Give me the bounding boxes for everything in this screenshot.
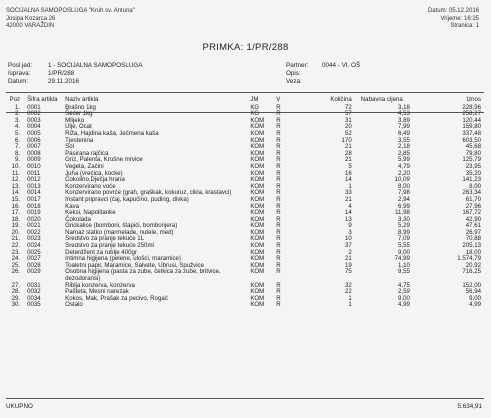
cell-poz: 3. — [14, 116, 21, 124]
meta-right — [286, 62, 360, 85]
cell-iznos: 23,95 — [465, 162, 481, 170]
cell-naziv: Sredstvo za pranje tekuće 250ml — [65, 242, 154, 250]
cell-kolicina: 1 — [348, 182, 352, 190]
cell-kolicina: 19 — [344, 261, 352, 269]
cell-sifra: 0001 — [27, 103, 41, 111]
cell-naziv: Instant pripravci (čaj, kapučino, puding, divka) — [65, 195, 189, 203]
cell-jm: KG — [250, 103, 260, 111]
cell-iznos: 20,92 — [465, 261, 481, 269]
cell-sifra: 0035 — [27, 301, 41, 309]
cell-poz: 11. — [12, 169, 21, 177]
table-row — [6, 138, 482, 145]
posljed-value: 1 - SOCIJALNA SAMOPOSLUGA — [48, 62, 143, 69]
cell-poz: 6. — [14, 136, 21, 144]
datum-label: Datum: — [8, 77, 29, 85]
cell-kolicina: 4 — [348, 202, 352, 210]
cell-sifra: 0009 — [27, 156, 41, 164]
cell-iznos: 603,50 — [462, 136, 481, 144]
cell-nabavna: 11,98 — [395, 209, 410, 217]
cell-naziv: Ostalo — [65, 301, 83, 309]
cell-naziv: Grickalice (bomboni, štapići, bombonjera) — [65, 222, 178, 230]
cell-jm: KOM — [250, 195, 265, 203]
cell-jm: KOM — [250, 162, 265, 170]
cell-naziv: Čokolada — [65, 215, 91, 223]
cell-nabavna: 7,98 — [397, 189, 410, 197]
cell-iznos: 70,88 — [465, 235, 481, 243]
veza-label: Veza: — [286, 77, 302, 85]
cell-nabavna: 6,99 — [397, 202, 410, 210]
cell-iznos: 125,79 — [462, 156, 481, 164]
isprava-label: Isprava: — [8, 69, 31, 77]
cell-kolicina: 13 — [344, 215, 352, 223]
cell-v: R — [276, 156, 281, 164]
cell-v: R — [276, 202, 281, 210]
cell-nabavna: 3,55 — [397, 136, 410, 144]
cell-v: R — [276, 255, 281, 263]
col-naziv: Naziv artikla — [65, 96, 99, 103]
cell-naziv: Toaletni papir, Maramice, Salvete, Ubrusi, Spužvice — [65, 261, 204, 269]
cell-jm: KOM — [250, 116, 265, 124]
cell-v: R — [276, 301, 281, 309]
cell-poz: 8. — [14, 149, 21, 157]
cell-jm: KOM — [250, 176, 265, 184]
cell-v: R — [276, 149, 281, 157]
cell-sifra: 0020 — [27, 215, 41, 223]
page-number: Stranica: 1 — [450, 23, 479, 29]
cell-naziv: Pašteta, Mesni narezak — [65, 288, 129, 296]
cell-jm: KOM — [250, 228, 265, 236]
cell-v: R — [276, 235, 281, 243]
cell-nabavna: 3,89 — [397, 116, 410, 124]
cell-poz: 16. — [11, 202, 21, 210]
cell-jm: KOM — [250, 294, 265, 302]
items-table — [6, 97, 482, 309]
cell-sifra: 0022 — [27, 228, 41, 236]
cell-sifra: 0013 — [27, 182, 41, 190]
cell-poz: 28. — [11, 288, 21, 296]
cell-sifra: 0014 — [27, 189, 41, 197]
cell-iznos: 47,61 — [465, 222, 481, 230]
cell-iznos: 152,00 — [462, 281, 481, 289]
cell-nabavna: 5,55 — [397, 242, 410, 250]
cell-sifra: 0010 — [27, 162, 41, 170]
cell-iznos: 79,80 — [465, 149, 481, 157]
table-row — [6, 302, 482, 309]
cell-iznos: 42,90 — [465, 215, 481, 223]
cell-nabavna: 4,53 — [397, 110, 410, 118]
cell-iznos: 159,80 — [462, 123, 481, 131]
cell-naziv: Sredstvo za pranje tekuće 1L — [65, 235, 145, 243]
cell-sifra: 0004 — [27, 123, 41, 131]
cell-v: R — [276, 242, 281, 250]
cell-nabavna: 4,99 — [397, 301, 410, 309]
cell-sifra: 0025 — [27, 248, 41, 256]
cell-v: R — [276, 136, 281, 144]
cell-jm: KOM — [250, 123, 265, 131]
company-address: Josipa Kozarca 26 — [6, 15, 56, 22]
cell-sifra: 0027 — [27, 255, 41, 263]
cell-iznos: 141,23 — [462, 176, 481, 184]
cell-jm: KOM — [250, 215, 265, 223]
cell-nabavna: 5,99 — [397, 156, 410, 164]
cell-kolicina: 3 — [348, 228, 352, 236]
cell-iznos: 205,13 — [462, 242, 481, 250]
cell-v: R — [276, 294, 281, 302]
cell-naziv: Keksi, Napolitanke — [65, 209, 116, 217]
cell-jm: KOM — [250, 288, 265, 296]
cell-sifra: 0029 — [27, 268, 41, 276]
cell-poz: 12. — [11, 176, 21, 184]
cell-nabavna: 1,10 — [397, 261, 410, 269]
cell-poz: 10. — [11, 162, 21, 170]
cell-kolicina: 5 — [348, 162, 352, 170]
cell-sifra: 0021 — [27, 222, 41, 230]
cell-poz: 7. — [14, 143, 21, 151]
cell-kolicina: 2 — [348, 248, 352, 256]
cell-sifra: 0005 — [27, 129, 41, 137]
cell-naziv: Tjestenina — [65, 136, 94, 144]
cell-nabavna: 10,09 — [394, 176, 410, 184]
cell-sifra: 0018 — [27, 202, 41, 210]
cell-kolicina: 16 — [344, 169, 352, 177]
cell-nabavna: 8,99 — [397, 228, 410, 236]
cell-naziv: Konzervirano voće — [65, 182, 116, 190]
document-title: PRIMKA: 1/PR/288 — [202, 42, 289, 53]
company-name: SOCIJALNA SAMOPOSLUGA "Kruh sv. Antuna" — [6, 8, 135, 14]
cell-naziv: Mlijeko — [65, 116, 85, 124]
cell-v: R — [276, 222, 281, 230]
cell-iznos: 9,00 — [469, 294, 481, 302]
cell-sifra: 0019 — [27, 209, 41, 217]
cell-iznos: 258,27 — [462, 110, 481, 118]
cell-nabavna: 8,00 — [397, 182, 410, 190]
cell-poz: 20. — [11, 228, 21, 236]
cell-v: R — [276, 189, 281, 197]
cell-sifra: 0003 — [27, 116, 41, 124]
cell-nabavna: 7,09 — [397, 235, 410, 243]
cell-kolicina: 21 — [344, 156, 352, 164]
cell-poz: 18. — [11, 215, 21, 223]
isprava-value: 1/PR/288 — [48, 69, 75, 77]
cell-sifra: 0023 — [27, 235, 41, 243]
cell-jm: KOM — [250, 209, 265, 217]
cell-jm: KOM — [250, 242, 265, 250]
cell-jm: KOM — [250, 268, 265, 276]
cell-iznos: 8,00 — [469, 182, 481, 190]
cell-v: R — [276, 268, 281, 276]
cell-poz: 9. — [14, 156, 21, 164]
cell-jm: KOM — [250, 189, 265, 197]
partner-value: 0044 - VI. OŠ — [322, 62, 361, 69]
table-row — [6, 269, 482, 282]
col-v: V — [276, 96, 281, 103]
posljed-label: Posl.jed: — [8, 62, 33, 69]
cell-kolicina: 72 — [344, 103, 352, 111]
cell-nabavna: 3,30 — [397, 215, 410, 223]
cell-jm: KOM — [250, 182, 265, 190]
table-body — [6, 105, 482, 309]
cell-iznos: 4,99 — [469, 301, 481, 309]
cell-sifra: 0031 — [27, 281, 41, 289]
cell-jm: KG — [250, 110, 260, 118]
cell-sifra: 0002 — [27, 110, 41, 118]
cell-iznos: 120,44 — [462, 116, 481, 124]
cell-kolicina: 14 — [344, 176, 352, 184]
cell-jm: KOM — [250, 301, 265, 309]
cell-kolicina: 9 — [348, 222, 352, 230]
cell-poz: 1. — [14, 103, 21, 111]
cell-v: R — [276, 103, 281, 111]
cell-kolicina: 21 — [344, 195, 352, 203]
col-kolicina: Količina — [330, 96, 352, 103]
cell-nabavna: 4,79 — [397, 162, 410, 170]
cell-poz: 26. — [11, 268, 21, 276]
cell-poz: 25. — [11, 261, 21, 269]
cell-sifra: 0032 — [27, 288, 41, 296]
cell-v: R — [276, 195, 281, 203]
cell-iznos: 26,97 — [465, 228, 481, 236]
cell-kolicina: 33 — [344, 189, 352, 197]
cell-jm: KOM — [250, 261, 265, 269]
cell-nabavna: 2,85 — [397, 149, 410, 157]
cell-naziv: Deterdžent za rublje 400gr — [65, 248, 137, 256]
cell-naziv: Konzervirano povrće (grah, graškak, kokuruz, cikla, krastavci) — [65, 189, 232, 197]
cell-nabavna: 9,00 — [397, 248, 410, 256]
cell-naziv: Osobna higijena (pasta za zube, četkica za zube, britvice, dezodoransi) — [65, 268, 221, 283]
cell-nabavna: 9,55 — [397, 268, 410, 276]
cell-v: R — [276, 116, 281, 124]
print-info — [428, 8, 479, 31]
cell-poz: 30. — [11, 301, 21, 309]
cell-sifra: 0011 — [27, 169, 41, 177]
cell-poz: 27. — [11, 281, 21, 289]
cell-jm: KOM — [250, 281, 265, 289]
col-nabavna: Nabavna cijena — [360, 96, 403, 103]
footer-divider — [6, 398, 484, 399]
total-row — [6, 403, 482, 410]
cell-iznos: 716,25 — [462, 268, 481, 276]
cell-kolicina: 37 — [344, 242, 352, 250]
meta-left — [8, 62, 248, 85]
cell-jm: KOM — [250, 222, 265, 230]
cell-nabavna: 5,29 — [397, 222, 410, 230]
cell-iznos: 27,96 — [465, 202, 481, 210]
cell-poz: 21. — [11, 235, 21, 243]
cell-jm: KOM — [250, 156, 265, 164]
cell-v: R — [276, 209, 281, 217]
cell-iznos: 337,48 — [462, 129, 481, 137]
cell-v: R — [276, 129, 281, 137]
cell-nabavna: 6,49 — [397, 129, 410, 137]
cell-naziv: Brašno 1kg — [65, 103, 96, 111]
cell-jm: KOM — [250, 255, 265, 263]
cell-naziv: Riblja konzerva, konzerva — [65, 281, 135, 289]
cell-naziv: Namaz slatko (marmelade, nutele, med) — [65, 228, 174, 236]
cell-naziv: Sol — [65, 143, 74, 151]
cell-kolicina: 20 — [344, 123, 352, 131]
cell-poz: 2. — [14, 110, 21, 118]
cell-v: R — [276, 288, 281, 296]
cell-naziv: Vegeta, Začini — [65, 162, 104, 170]
cell-nabavna: 7,99 — [397, 123, 410, 131]
cell-iznos: 228,96 — [462, 103, 481, 111]
cell-poz: 24. — [11, 255, 21, 263]
cell-kolicina: 75 — [344, 268, 352, 276]
cell-sifra: 0017 — [27, 195, 41, 203]
cell-sifra: 0006 — [27, 136, 41, 144]
company-city: 42000 VARAŽDIN — [6, 23, 55, 29]
cell-naziv: Griz, Palenta, Krušne mrvice — [65, 156, 143, 164]
cell-poz: 14. — [11, 189, 21, 197]
cell-nabavna: 74,99 — [394, 255, 410, 263]
cell-poz: 5. — [14, 129, 21, 137]
cell-iznos: 1.574,79 — [457, 255, 481, 263]
cell-poz: 23. — [11, 248, 21, 256]
cell-v: R — [276, 123, 281, 131]
cell-iznos: 45,68 — [465, 143, 481, 151]
header-divider — [6, 92, 484, 93]
cell-jm: KOM — [250, 129, 265, 137]
cell-jm: KOM — [250, 149, 265, 157]
cell-naziv: Kokos, Mak, Prašak za pecivo, Rogač — [65, 294, 168, 302]
cell-nabavna: 9,00 — [397, 294, 410, 302]
cell-v: R — [276, 281, 281, 289]
cell-naziv: Riža, Hajdina kaša, Ječmena kaša — [65, 129, 159, 137]
cell-kolicina: 57 — [344, 110, 352, 118]
partner-label: Partner: — [286, 62, 309, 69]
cell-v: R — [276, 176, 281, 184]
cell-poz: 29. — [11, 294, 21, 302]
cell-poz: 15. — [11, 195, 21, 203]
cell-nabavna: 2,20 — [397, 169, 410, 177]
col-jm: JM — [250, 96, 259, 103]
cell-iznos: 18,00 — [465, 248, 481, 256]
cell-nabavna: 2,18 — [397, 143, 410, 151]
cell-poz: 22. — [11, 242, 21, 250]
col-sifra: Šifra artikla — [27, 96, 58, 103]
cell-v: R — [276, 248, 281, 256]
cell-v: R — [276, 228, 281, 236]
cell-poz: 4. — [14, 123, 21, 131]
cell-v: R — [276, 182, 281, 190]
datum-value: 29.11.2016 — [48, 77, 80, 85]
cell-kolicina: 28 — [344, 149, 352, 157]
cell-nabavna: 2,59 — [397, 288, 410, 296]
cell-jm: KOM — [250, 202, 265, 210]
opis-label: Opis: — [286, 69, 301, 77]
total-value: 5.634,91 — [457, 403, 482, 410]
cell-v: R — [276, 143, 281, 151]
cell-sifra: 0028 — [27, 261, 41, 269]
cell-kolicina: 10 — [344, 235, 352, 243]
cell-sifra: 0034 — [27, 294, 41, 302]
col-iznos: Iznos — [466, 96, 481, 103]
cell-jm: KOM — [250, 248, 265, 256]
cell-iznos: 263,34 — [462, 189, 481, 197]
cell-naziv: Ulje, Ocat — [65, 123, 92, 131]
company-block — [6, 8, 135, 31]
print-time: Vrijeme: 16:25 — [440, 15, 479, 22]
cell-iznos: 61,70 — [465, 195, 481, 203]
cell-kolicina: 1 — [348, 301, 352, 309]
cell-v: R — [276, 110, 281, 118]
cell-nabavna: 2,94 — [397, 195, 410, 203]
total-label: UKUPNO — [6, 403, 33, 410]
cell-jm: KOM — [250, 169, 265, 177]
cell-sifra: 0012 — [27, 176, 41, 184]
cell-kolicina: 14 — [344, 209, 352, 217]
cell-naziv: Čokolino,Dječja hrana — [65, 176, 125, 184]
cell-kolicina: 32 — [344, 281, 352, 289]
cell-sifra: 0008 — [27, 149, 41, 157]
cell-v: R — [276, 215, 281, 223]
cell-nabavna: 4,75 — [397, 281, 410, 289]
cell-v: R — [276, 261, 281, 269]
cell-jm: KOM — [250, 143, 265, 151]
cell-naziv: Šećer 1kg — [65, 110, 93, 118]
cell-kolicina: 1 — [348, 294, 352, 302]
cell-iznos: 167,72 — [462, 209, 481, 217]
cell-poz: 13. — [11, 182, 21, 190]
cell-jm: KOM — [250, 235, 265, 243]
cell-naziv: Pasirana rajčica — [65, 149, 109, 157]
cell-poz: 17. — [11, 209, 21, 217]
cell-naziv: Intimna higijena (pelene, ulošci, maramice) — [65, 255, 181, 263]
cell-iznos: 56,94 — [465, 288, 481, 296]
cell-kolicina: 31 — [344, 116, 352, 124]
cell-iznos: 35,20 — [465, 169, 481, 177]
cell-sifra: 0024 — [27, 242, 41, 250]
cell-sifra: 0007 — [27, 143, 41, 151]
cell-kolicina: 21 — [344, 255, 352, 263]
cell-naziv: Juha (vrećica, kocke) — [65, 169, 123, 177]
cell-nabavna: 3,18 — [397, 103, 410, 111]
cell-v: R — [276, 162, 281, 170]
cell-naziv: Kava — [65, 202, 80, 210]
print-date: Datum: 05.12.2016 — [427, 8, 479, 14]
cell-kolicina: 170 — [341, 136, 352, 144]
col-poz: Poz — [9, 96, 21, 103]
cell-jm: KOM — [250, 136, 265, 144]
cell-kolicina: 52 — [344, 129, 352, 137]
cell-kolicina: 22 — [344, 288, 352, 296]
cell-poz: 19. — [11, 222, 21, 230]
cell-kolicina: 21 — [344, 143, 352, 151]
cell-v: R — [276, 169, 281, 177]
